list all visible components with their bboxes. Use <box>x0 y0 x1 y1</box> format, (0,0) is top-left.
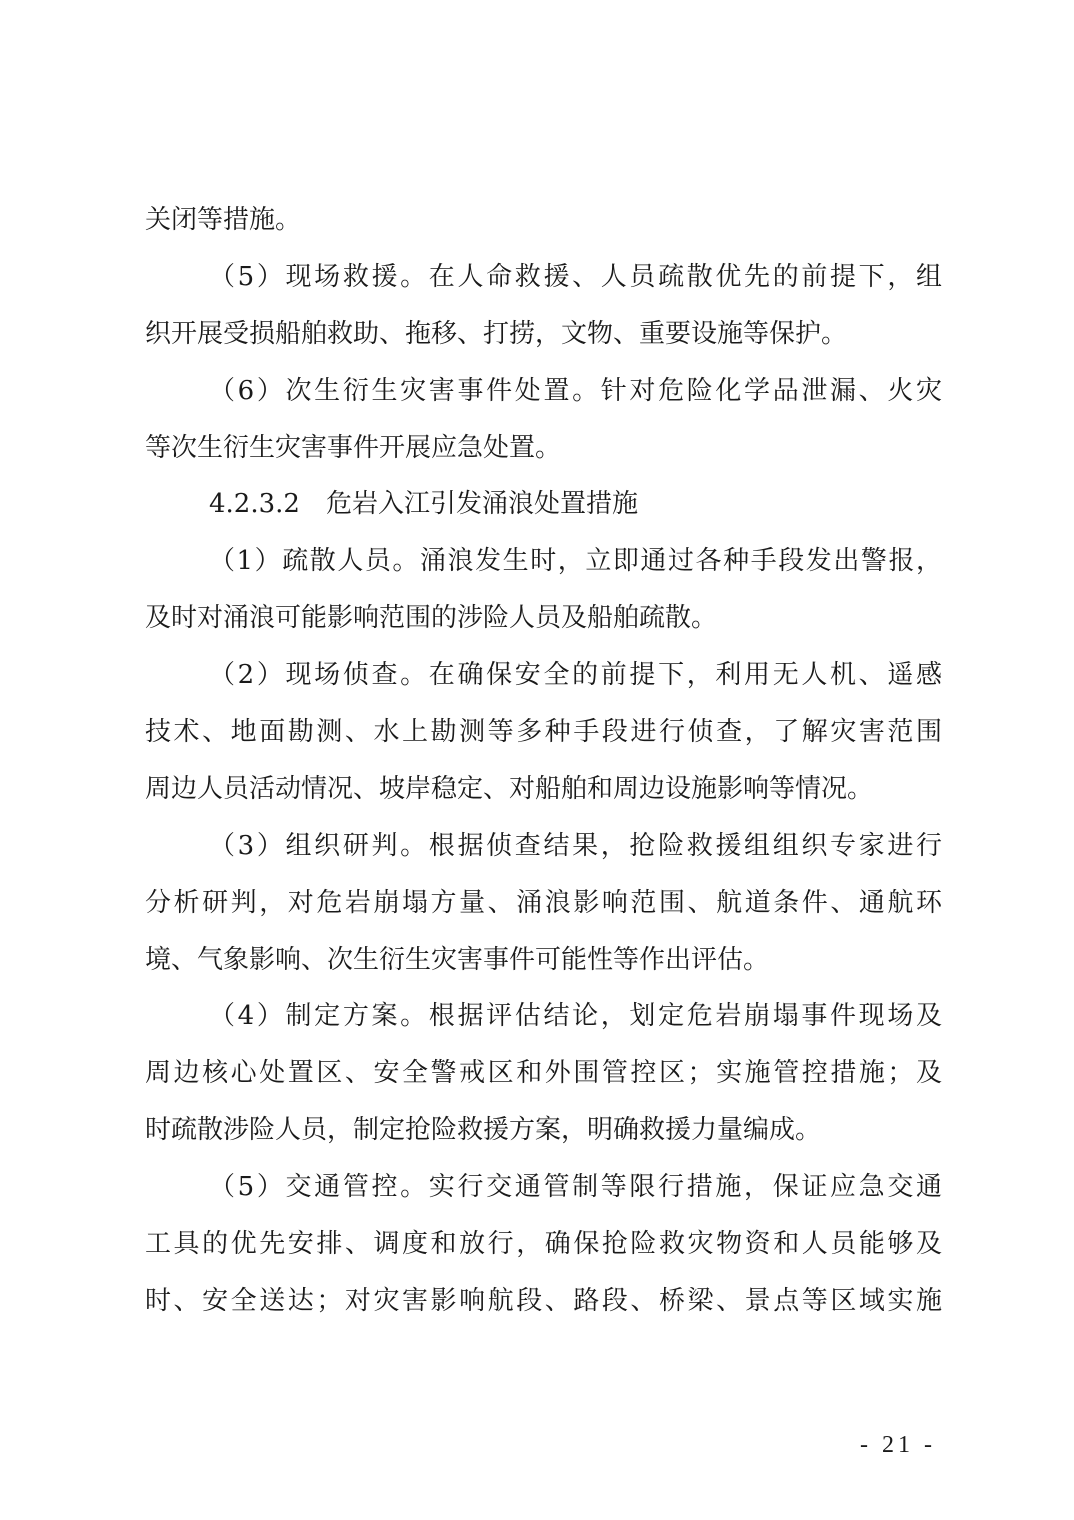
text-line: （1）疏散人员。涌浪发生时，立即通过各种手段发出警报， <box>209 546 942 577</box>
text-line: （4）制定方案。根据评估结论，划定危岩崩塌事件现场及 <box>209 1001 942 1032</box>
text-line: （6）次生衍生灾害事件处置。针对危险化学品泄漏、火灾 <box>209 375 942 406</box>
text-line: 时疏散涉险人员，制定抢险救援方案，明确救援力量编成。 <box>145 1115 822 1146</box>
text-line: （3）组织研判。根据侦查结果，抢险救援组组织专家进行 <box>209 830 942 861</box>
text-line: （2）现场侦查。在确保安全的前提下，利用无人机、遥感 <box>209 660 942 691</box>
text-line: 4.2.3.2 危岩入江引发涌浪处置措施 <box>209 489 638 520</box>
text-line: 周边核心处置区、安全警戒区和外围管控区；实施管控措施；及 <box>145 1058 942 1089</box>
text-line: 周边人员活动情况、坡岸稳定、对船舶和周边设施影响等情况。 <box>145 773 874 804</box>
body-text <box>145 192 942 1330</box>
page-number: - 21 - <box>860 1432 936 1458</box>
text-line: 织开展受损船舶救助、拖移、打捞，文物、重要设施等保护。 <box>145 318 848 349</box>
text-line: 及时对涌浪可能影响范围的涉险人员及船舶疏散。 <box>145 603 718 634</box>
text-line: 工具的优先安排、调度和放行，确保抢险救灾物资和人员能够及 <box>145 1229 942 1260</box>
text-line: 分析研判，对危岩崩塌方量、涌浪影响范围、航道条件、通航环 <box>145 887 942 918</box>
text-line: 技术、地面勘测、水上勘测等多种手段进行侦查，了解灾害范围 <box>145 717 942 748</box>
text-line: （5）交通管控。实行交通管制等限行措施，保证应急交通 <box>209 1172 942 1203</box>
text-line: 境、气象影响、次生衍生灾害事件可能性等作出评估。 <box>145 944 770 975</box>
text-line: 关闭等措施。 <box>145 205 302 235</box>
text-line: 时、安全送达；对灾害影响航段、路段、桥梁、景点等区域实施 <box>145 1285 942 1316</box>
text-line: （5）现场救援。在人命救援、人员疏散优先的前提下，组 <box>209 261 942 292</box>
text-line: 等次生衍生灾害事件开展应急处置。 <box>145 432 562 463</box>
